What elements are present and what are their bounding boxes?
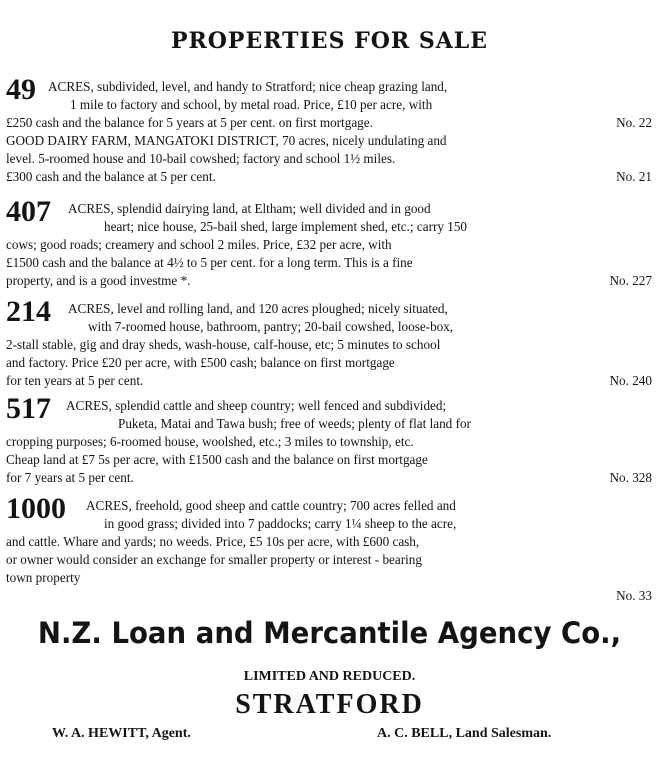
salesman-name: A. C. BELL, Land Salesman. xyxy=(377,726,552,741)
listing-ref-number: No. 33 xyxy=(616,588,652,603)
listing-number: 49 xyxy=(6,73,36,106)
agent-name: W. A. HEWITT, Agent. xyxy=(52,726,191,741)
listing-line: ACRES, splendid cattle and sheep country; well fenced and subdivided; xyxy=(66,398,447,413)
listing-ref-number: No. 240 xyxy=(609,373,652,388)
listing-line: £250 cash and the balance for 5 years at 5 per cent. on first mortgage. xyxy=(6,115,373,130)
listing-ref-number: No. 22 xyxy=(616,115,652,130)
listing-line: property, and is a good investme *. xyxy=(6,273,191,288)
listing-line: heart; nice house, 25-bail shed, large implement shed, etc.; carry 150 xyxy=(104,219,468,234)
listing-ref-number: No. 328 xyxy=(609,470,652,485)
listing-number: 517 xyxy=(6,392,51,425)
agency-name: N.Z. Loan and Mercantile Agency Co., xyxy=(37,616,622,650)
listing-line: for 7 years at 5 per cent. xyxy=(6,470,134,485)
listing-line: town property xyxy=(6,570,81,585)
listing-line: 2-stall stable, gig and dray sheds, wash-house, calf-house, etc; 5 minutes to school xyxy=(6,337,441,352)
page-heading: PROPERTIES FOR SALE xyxy=(170,28,489,54)
listing-line: in good grass; divided into 7 paddocks; carry 1¼ sheep to the acre, xyxy=(104,516,457,531)
listing-number: 214 xyxy=(6,295,51,328)
listing-ref-number: No. 21 xyxy=(616,169,652,184)
listing-number: 1000 xyxy=(6,492,66,525)
listing-line: Cheap land at £7 5s per acre, with £1500 cash and the balance on first mortgage xyxy=(6,452,428,467)
listing-line: £300 cash and the balance at 5 per cent. xyxy=(6,169,216,184)
listing-line: and factory. Price £20 per acre, with £500 cash; balance on first mortgage xyxy=(6,355,395,370)
listing-line: level. 5-roomed house and 10-bail cowshed; factory and school 1½ miles. xyxy=(6,151,396,166)
listing-line: Puketa, Matai and Tawa bush; free of weeds; plenty of flat land for xyxy=(118,416,471,431)
listing-line: ACRES, splendid dairying land, at Eltham; well divided and in good xyxy=(68,201,431,216)
listing-line: or owner would consider an exchange for smaller property or interest - bearing xyxy=(6,552,422,567)
listing-number: 407 xyxy=(6,195,51,228)
listing-line: GOOD DAIRY FARM, MANGATOKI DISTRICT, 70 acres, nicely undulating and xyxy=(6,133,447,148)
listing-line: with 7-roomed house, bathroom, pantry; 20-bail cowshed, loose-box, xyxy=(88,319,454,334)
listing-line: £1500 cash and the balance at 4½ to 5 per cent. for a long term. This is a fine xyxy=(6,255,413,270)
listing-line: cropping purposes; 6-roomed house, woolshed, etc.; 3 miles to township, etc. xyxy=(6,434,414,449)
listing-line: for ten years at 5 per cent. xyxy=(6,373,144,388)
listing-line: cows; good roads; creamery and school 2 miles. Price, £32 per acre, with xyxy=(6,237,392,252)
listing-ref-number: No. 227 xyxy=(609,273,652,288)
listing-line: ACRES, level and rolling land, and 120 acres ploughed; nicely situated, xyxy=(68,301,448,316)
listing-line: ACRES, freehold, good sheep and cattle country; 700 acres felled and xyxy=(86,498,456,513)
listing-line: and cattle. Whare and yards; no weeds. Price, £5 10s per acre, with £600 cash, xyxy=(6,534,420,549)
listing-line: ACRES, subdivided, level, and handy to Stratford; nice cheap grazing land, xyxy=(48,79,448,94)
listing-line: 1 mile to factory and school, by metal road. Price, £10 per acre, with xyxy=(70,97,433,112)
agency-subtitle: LIMITED AND REDUCED. xyxy=(243,669,416,684)
agency-town: STRATFORD xyxy=(235,689,424,720)
